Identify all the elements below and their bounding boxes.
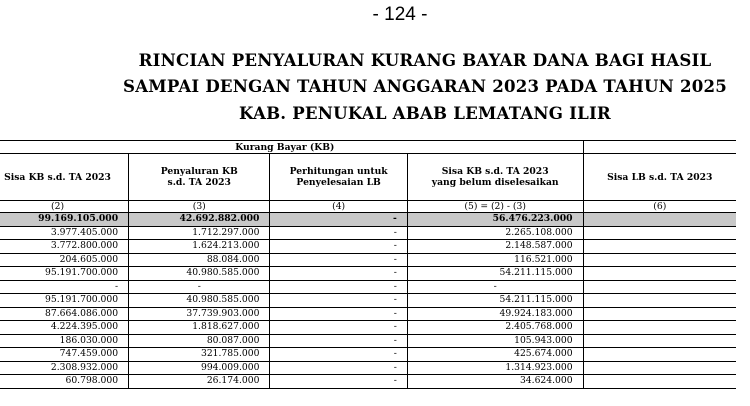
cell-c5: 1.314.923.000 — [407, 361, 583, 375]
cell-c3: 1.624.213.000 — [129, 240, 270, 254]
cell-c5: 56.476.223.000 — [407, 213, 583, 227]
cell-c5: 116.521.000 — [407, 253, 583, 267]
cell-c4: - — [270, 348, 407, 362]
cell-c6 — [583, 213, 736, 227]
table-row — [0, 226, 736, 240]
col-number-6: (6) — [583, 201, 736, 213]
cell-c3: 40.980.585.000 — [129, 294, 270, 308]
cell-c4: - — [270, 280, 407, 294]
cell-c4: - — [270, 240, 407, 254]
cell-c5: 54.211.115.000 — [407, 294, 583, 308]
cell-c3: 40.980.585.000 — [129, 267, 270, 281]
cell-c4: - — [270, 307, 407, 321]
cell-c4: - — [270, 361, 407, 375]
cell-c4: - — [270, 334, 407, 348]
cell-c6 — [583, 226, 736, 240]
table-row — [0, 348, 736, 362]
table-row — [0, 253, 736, 267]
table-row — [0, 361, 736, 375]
cell-c4: - — [270, 267, 407, 281]
cell-c2: 747.459.000 — [0, 348, 129, 362]
header-sisa-kb-belum: Sisa KB s.d. TA 2023 yang belum diselesaikan — [407, 154, 583, 201]
cell-c6 — [583, 321, 736, 335]
cell-c5: 2.405.768.000 — [407, 321, 583, 335]
col-number-5: (5) = (2) - (3) — [407, 201, 583, 213]
cell-c5: 2.265.108.000 — [407, 226, 583, 240]
cell-c2: 60.798.000 — [0, 375, 129, 389]
cell-c4: - — [270, 321, 407, 335]
title-line-3: KAB. PENUKAL ABAB LEMATANG ILIR — [239, 103, 611, 123]
cell-c2: 3.772.800.000 — [0, 240, 129, 254]
header-perhitungan: Perhitungan untuk Penyelesaian LB — [270, 154, 407, 201]
kb-table — [0, 140, 736, 389]
cell-c5: - — [407, 280, 583, 294]
col-number-3: (3) — [129, 201, 270, 213]
cell-c6 — [583, 253, 736, 267]
cell-c3: 88.084.000 — [129, 253, 270, 267]
cell-c2: 95.191.700.000 — [0, 294, 129, 308]
page-number: - 124 - — [372, 4, 428, 25]
header-sisa-lb: Sisa LB s.d. TA 2023 — [583, 154, 736, 201]
table-row — [0, 307, 736, 321]
cell-c6 — [583, 375, 736, 389]
cell-c5: 2.148.587.000 — [407, 240, 583, 254]
cell-c2: 4.224.395.000 — [0, 321, 129, 335]
table-row — [0, 267, 736, 281]
header-sisa-kb: Sisa KB s.d. TA 2023 — [0, 154, 129, 201]
cell-c3: 1.818.627.000 — [129, 321, 270, 335]
cell-c3: 26.174.000 — [129, 375, 270, 389]
cell-c6 — [583, 267, 736, 281]
cell-c6 — [583, 307, 736, 321]
cell-c2: 2.308.932.000 — [0, 361, 129, 375]
cell-c2: 3.977.405.000 — [0, 226, 129, 240]
cell-c2: 204.605.000 — [0, 253, 129, 267]
cell-c2: 87.664.086.000 — [0, 307, 129, 321]
cell-c6 — [583, 348, 736, 362]
cell-c6 — [583, 240, 736, 254]
cell-c4: - — [270, 213, 407, 227]
cell-c4: - — [270, 226, 407, 240]
table-row — [0, 334, 736, 348]
cell-c6 — [583, 280, 736, 294]
table-row — [0, 375, 736, 389]
cell-c3: 994.009.000 — [129, 361, 270, 375]
group-header: Kurang Bayar (KB) — [0, 141, 583, 154]
cell-c6 — [583, 361, 736, 375]
cell-c4: - — [270, 375, 407, 389]
title-line-2: SAMPAI DENGAN TAHUN ANGGARAN 2023 PADA TAHUN 2025 — [123, 76, 727, 96]
col-number-2: (2) — [0, 201, 129, 213]
cell-c2: 95.191.700.000 — [0, 267, 129, 281]
cell-c2: - — [0, 280, 129, 294]
total-row — [0, 213, 736, 227]
cell-c4: - — [270, 253, 407, 267]
cell-c5: 49.924.183.000 — [407, 307, 583, 321]
cell-c5: 34.624.000 — [407, 375, 583, 389]
cell-c5: 105.943.000 — [407, 334, 583, 348]
title-line-1: RINCIAN PENYALURAN KURANG BAYAR DANA BAGI HASIL — [138, 50, 712, 70]
cell-c3: 42.692.882.000 — [129, 213, 270, 227]
cell-c2: 186.030.000 — [0, 334, 129, 348]
cell-c4: - — [270, 294, 407, 308]
cell-c3: 37.739.903.000 — [129, 307, 270, 321]
cell-c5: 54.211.115.000 — [407, 267, 583, 281]
table-row — [0, 240, 736, 254]
cell-c3: 1.712.297.000 — [129, 226, 270, 240]
table-row — [0, 321, 736, 335]
cell-c6 — [583, 294, 736, 308]
cell-c3: - — [129, 280, 270, 294]
cell-c3: 321.785.000 — [129, 348, 270, 362]
cell-c2: 99.169.105.000 — [0, 213, 129, 227]
cell-c6 — [583, 334, 736, 348]
cell-c3: 80.087.000 — [129, 334, 270, 348]
group-header-blank — [583, 141, 736, 154]
cell-c5: 425.674.000 — [407, 348, 583, 362]
col-number-4: (4) — [270, 201, 407, 213]
header-penyaluran-kb: Penyaluran KB s.d. TA 2023 — [129, 154, 270, 201]
table-row — [0, 280, 736, 294]
table-row — [0, 294, 736, 308]
